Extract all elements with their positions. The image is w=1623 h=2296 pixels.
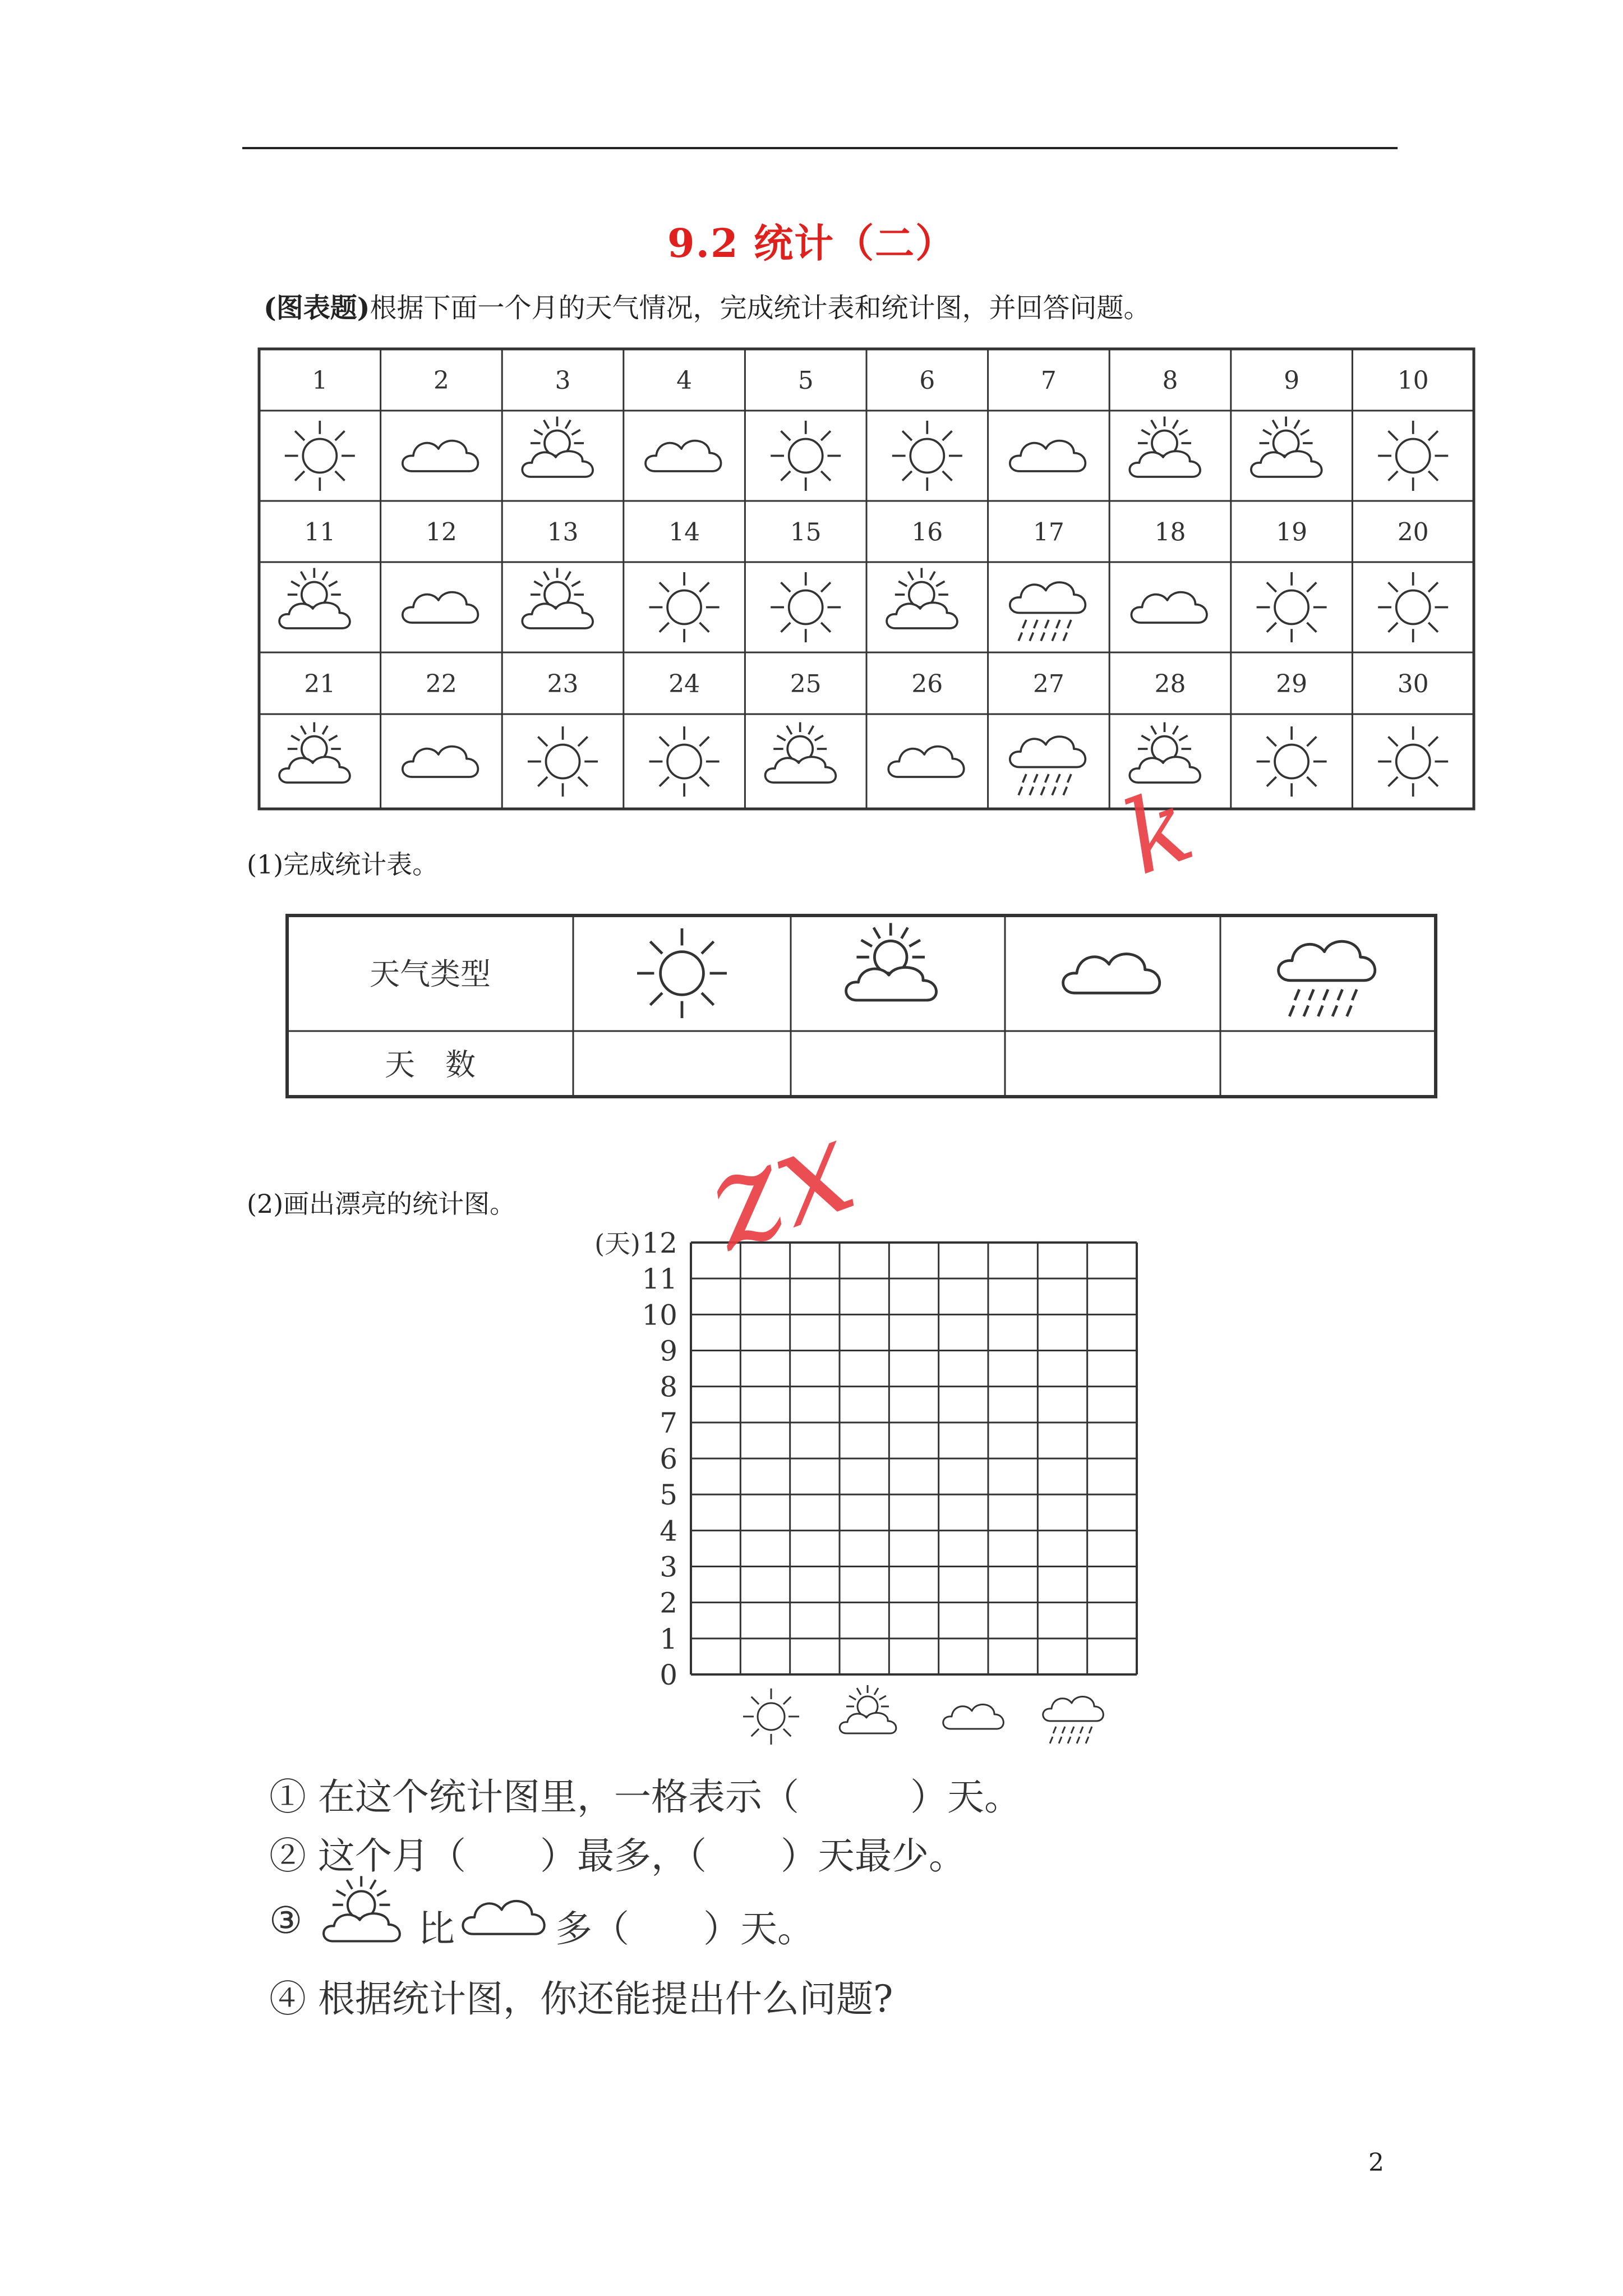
- day-number: 21: [304, 670, 336, 698]
- y-tick-label: 6: [660, 1443, 677, 1475]
- page-number: 2: [1368, 2148, 1384, 2177]
- day-number: 17: [1032, 518, 1064, 547]
- section2-label: (2)画出漂亮的统计图。: [247, 1189, 516, 1219]
- day-number: 10: [1397, 366, 1429, 395]
- day-number: 20: [1397, 518, 1429, 547]
- y-tick-label: 12: [642, 1227, 677, 1259]
- y-tick-label: 11: [642, 1263, 677, 1296]
- page-title: 9.2 统计（二）: [667, 220, 956, 266]
- day-number: 8: [1162, 366, 1178, 395]
- day-number: 13: [547, 518, 579, 547]
- day-number: 25: [790, 670, 822, 698]
- day-number: 27: [1032, 670, 1064, 698]
- y-tick-label: 7: [660, 1406, 677, 1439]
- stats-row1-label: 天气类型: [370, 956, 491, 992]
- day-number: 23: [547, 670, 579, 698]
- stats-row2-label: 天 数: [385, 1047, 476, 1083]
- day-number: 24: [668, 670, 700, 698]
- q3-tail: 多（ ）天。: [555, 1907, 814, 1950]
- watermark-fragment: zx: [688, 1091, 872, 1280]
- intro-body: 根据下面一个月的天气情况，完成统计表和统计图，并回答问题。: [370, 292, 1151, 324]
- day-number: 12: [425, 518, 457, 547]
- watermark-fragment: k: [1109, 766, 1207, 898]
- y-tick-label: 2: [660, 1586, 677, 1619]
- day-number: 11: [304, 518, 336, 547]
- q2-num: ②: [269, 1834, 306, 1878]
- day-number: 15: [790, 518, 822, 547]
- sun-behind-cloud-icon: [324, 1876, 400, 1941]
- day-number: 29: [1276, 670, 1308, 698]
- section1-label: (1)完成统计表。: [247, 849, 439, 880]
- y-tick-label: 1: [660, 1622, 677, 1655]
- y-tick-label: 8: [660, 1370, 677, 1404]
- day-number: 16: [911, 518, 943, 547]
- day-number: 30: [1397, 670, 1429, 698]
- day-number: 3: [555, 366, 571, 395]
- day-number: 2: [433, 366, 449, 395]
- q3-compare: 比: [418, 1907, 455, 1950]
- day-number: 7: [1040, 366, 1057, 395]
- q2-text: 这个月（ ）最多，（ ）天最少。: [317, 1834, 966, 1878]
- y-tick-label: 10: [642, 1299, 677, 1332]
- day-number: 6: [919, 366, 935, 395]
- day-number: 26: [911, 670, 943, 698]
- day-number: 14: [668, 518, 700, 547]
- day-number: 9: [1284, 366, 1300, 395]
- day-number: 4: [676, 366, 693, 395]
- y-tick-label: 0: [660, 1659, 677, 1691]
- day-number: 18: [1154, 518, 1186, 547]
- q4-text: 根据统计图，你还能提出什么问题?: [317, 1977, 893, 2021]
- intro-tag: (图表题): [264, 292, 370, 324]
- cloud-icon: [463, 1901, 544, 1934]
- q1-text: 在这个统计图里，一格表示（ ）天。: [317, 1775, 1021, 1819]
- day-number: 5: [797, 366, 814, 395]
- day-number: 28: [1154, 670, 1186, 698]
- q1-num: ①: [269, 1775, 306, 1819]
- day-number: 1: [312, 366, 328, 395]
- q4-num: ④: [269, 1977, 306, 2021]
- y-tick-label: 9: [660, 1335, 677, 1368]
- q3-num: ③: [269, 1899, 303, 1942]
- y-tick-label: 5: [660, 1479, 677, 1512]
- y-tick-label: 4: [660, 1515, 677, 1548]
- y-tick-label: 3: [660, 1550, 677, 1584]
- day-number: 19: [1276, 518, 1308, 547]
- y-axis-label: (天): [594, 1228, 640, 1259]
- day-number: 22: [425, 670, 457, 698]
